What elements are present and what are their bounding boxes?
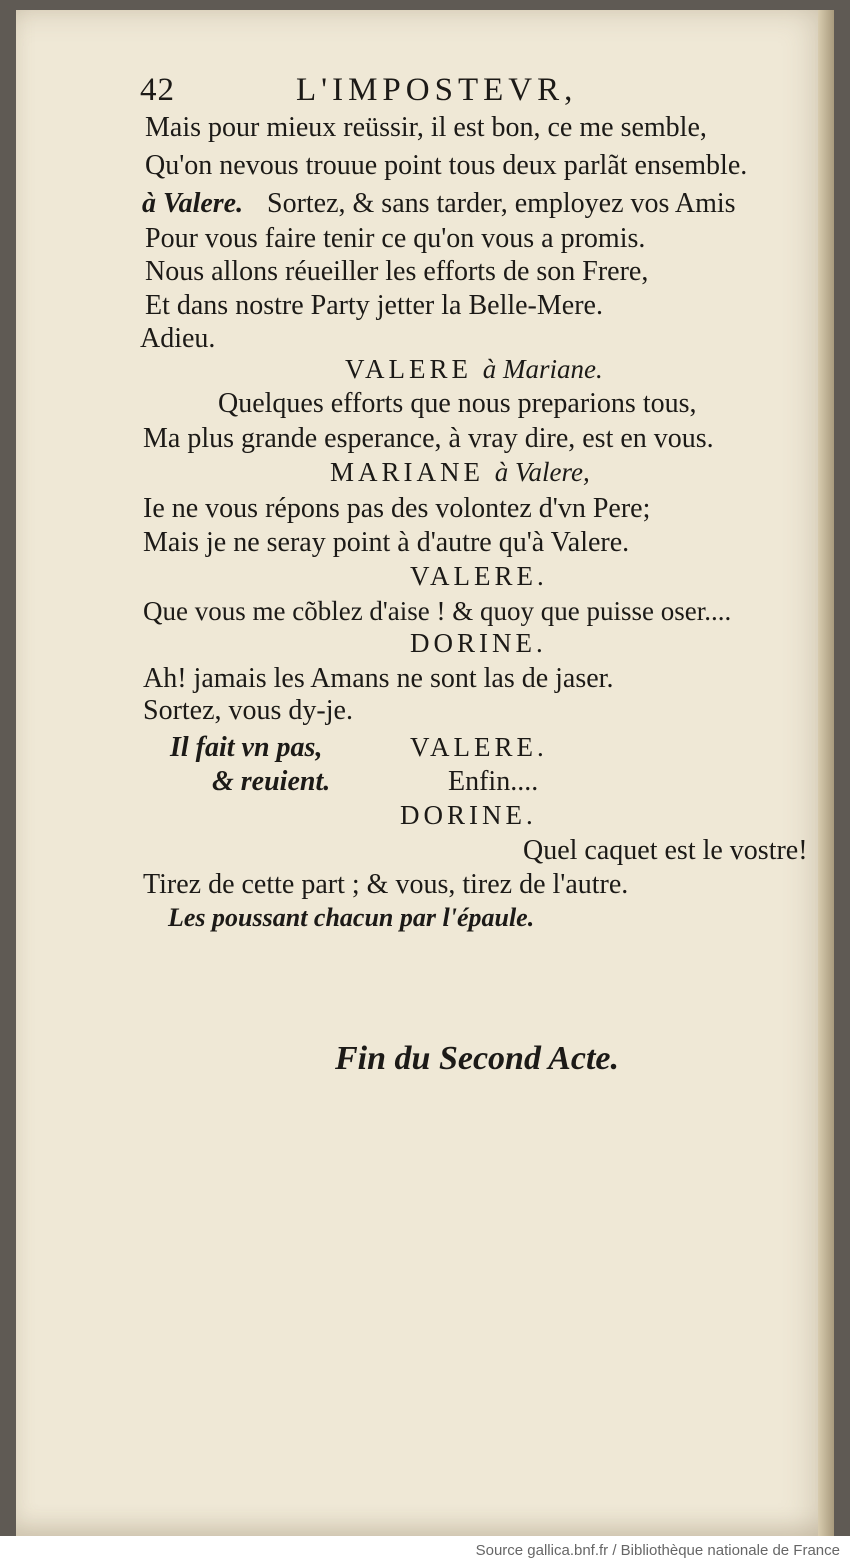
verse-line: Mais pour mieux reüssir, il est bon, ce me semble, [145, 112, 707, 143]
speaker-direction: à Valere, [494, 457, 590, 487]
end-of-act-title: Fin du Second Acte. [335, 1040, 619, 1077]
verse-line: Et dans nostre Party jetter la Belle-Mere. [145, 290, 603, 321]
verse-line: Que vous me cõblez d'aise ! & quoy que puisse oser.... [143, 596, 732, 626]
speaker-direction: à Mariane. [482, 354, 603, 384]
verse-line: Pour vous faire tenir ce qu'on vous a promis. [145, 223, 646, 254]
verse-line: Quelques efforts que nous preparions tous, [218, 388, 697, 419]
verse-line: Sortez, vous dy-je. [143, 695, 353, 726]
verse-line: Adieu. [140, 323, 216, 354]
page-number: 42 [140, 72, 175, 108]
stage-direction: Les poussant chacun par l'épaule. [168, 903, 535, 932]
verse-line: Nous allons réueiller les efforts de son Frere, [145, 256, 649, 287]
speaker-name: DORINE. [400, 800, 537, 830]
verse-line: Ie ne vous répons pas des volontez d'vn Pere; [143, 493, 651, 524]
verse-line: Qu'on nevous trouue point tous deux parlãt ensemble. [145, 150, 748, 181]
stage-direction: Il fait vn pas, [170, 732, 323, 763]
speaker-name: MARIANE à Valere, [330, 457, 590, 487]
stage-direction: à Valere. [142, 188, 244, 219]
verse-line: Enfin.... [448, 766, 539, 797]
stage-direction: & reuient. [212, 766, 331, 797]
verse-line: Ma plus grande esperance, à vray dire, est en vous. [143, 423, 714, 454]
speaker-name: VALERE à Mariane. [345, 354, 603, 384]
running-title: L'IMPOSTEVR, [296, 72, 578, 108]
speaker-name: VALERE. [410, 561, 548, 591]
verse-line: Ah! jamais les Amans ne sont las de jaser. [143, 663, 614, 694]
verse-line: Tirez de cette part ; & vous, tirez de l'autre. [143, 869, 629, 900]
speaker-name: VALERE. [410, 732, 548, 762]
verse-line: Quel caquet est le vostre! [523, 835, 808, 866]
speaker-name: DORINE. [410, 628, 547, 658]
source-footer: Source gallica.bnf.fr / Bibliothèque nationale de France [0, 1536, 850, 1566]
page-edge [818, 10, 834, 1536]
verse-line: Sortez, & sans tarder, employez vos Amis [267, 188, 736, 219]
verse-line: Mais je ne seray point à d'autre qu'à Valere. [143, 527, 630, 558]
